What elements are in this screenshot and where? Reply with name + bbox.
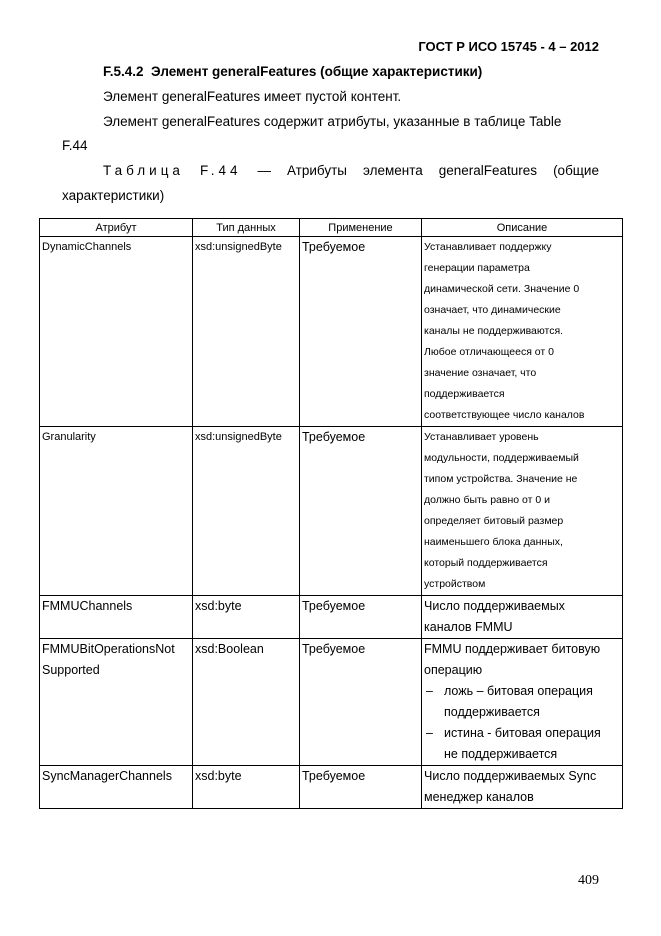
cell-usage: Требуемое [300,639,422,766]
table-caption-line2: характеристики) [62,188,165,203]
list-item-line: не поддерживается [444,747,558,761]
table-row [40,639,623,766]
description-line: менеджер каналов [424,790,534,804]
standard-code-header: ГОСТ Р ИСО 15745 - 4 – 2012 [418,39,599,54]
header-data-type: Тип данных [193,219,300,237]
header-usage: Применение [300,219,422,237]
page-number: 409 [578,873,599,888]
header-attribute: Атрибут [40,219,193,237]
description-line: означает, что динамические [424,304,561,316]
list-item-line: – ложь – битовая операция [444,684,593,698]
description-line: поддерживается [424,388,505,400]
description-line: Число поддерживаемых [424,599,565,613]
paragraph-empty-content: Элемент generalFeatures имеет пустой контент. [103,89,402,104]
description-line: Устанавливает уровень [424,431,539,443]
table-caption [103,163,599,178]
cell-attribute: Granularity [40,427,193,596]
caption-table-number: F.44 [199,163,242,178]
cell-usage: Требуемое [300,237,422,427]
table-row [40,237,623,427]
description-line: операцию [424,663,483,677]
section-number: F.5.4.2 [103,64,144,79]
caption-element-name: generalFeatures [438,163,538,178]
list-item [424,723,620,765]
attributes-table [39,218,623,809]
cell-usage: Требуемое [300,427,422,596]
cell-type: xsd:unsignedByte [193,237,300,427]
description-line: соответствующее число каналов [424,409,585,421]
caption-dash: — [257,163,271,178]
cell-type: xsd:unsignedByte [193,427,300,596]
cell-attribute: FMMUChannels [40,596,193,639]
description-line: Любое отличающееся от 0 [424,346,554,358]
section-title: Элемент generalFeatures (общие характеристики) [151,64,483,79]
caption-word-attributes: Атрибуты [286,163,347,178]
description-line: Устанавливает поддержку [424,241,552,253]
cell-type: xsd:byte [193,596,300,639]
description-line: динамической сети. Значение 0 [424,283,580,295]
list-item-line: – истина - битовая операция [444,726,601,740]
cell-description [422,596,623,639]
description-line: который поддерживается [424,557,548,569]
header-description: Описание [422,219,623,237]
description-line: Число поддерживаемых Sync [424,769,597,783]
description-line: должно быть равно от 0 и [424,494,550,506]
list-item-line: поддерживается [444,705,540,719]
table-row [40,427,623,596]
list-item [424,681,620,723]
cell-description [422,766,623,809]
cell-usage: Требуемое [300,766,422,809]
description-line: каналов FMMU [424,620,513,634]
cell-description [422,237,623,427]
description-line: модульности, поддерживаемый [424,452,579,464]
section-heading [103,64,482,79]
description-line: устройством [424,578,486,590]
caption-word-element: элемента [362,163,423,178]
cell-type: xsd:Boolean [193,639,300,766]
description-line: FMMU поддерживает битовую [424,642,601,656]
table-header-row [40,219,623,237]
cell-attribute: DynamicChannels [40,237,193,427]
table-row [40,766,623,809]
cell-description [422,427,623,596]
attribute-line: Supported [42,663,100,677]
description-line: генерации параметра [424,262,530,274]
caption-word-general: (общие [553,163,599,178]
cell-attribute [40,639,193,766]
attribute-line: FMMUBitOperationsNot [42,642,175,656]
description-line: определяет битовый размер [424,515,564,527]
cell-type: xsd:byte [193,766,300,809]
table-row [40,596,623,639]
cell-usage: Требуемое [300,596,422,639]
description-line: наименьшего блока данных, [424,536,563,548]
description-line: каналы не поддерживаются. [424,325,564,337]
cell-attribute: SyncManagerChannels [40,766,193,809]
paragraph-attributes-line2: F.44 [62,138,88,153]
caption-word-table: Таблица [103,163,184,178]
description-line: значение означает, что [424,367,537,379]
boolean-values-list [424,681,620,765]
cell-description [422,639,623,766]
description-line: типом устройства. Значение не [424,473,578,485]
paragraph-attributes-line1: Элемент generalFeatures содержит атрибуты, указанные в таблице Table [103,114,562,129]
